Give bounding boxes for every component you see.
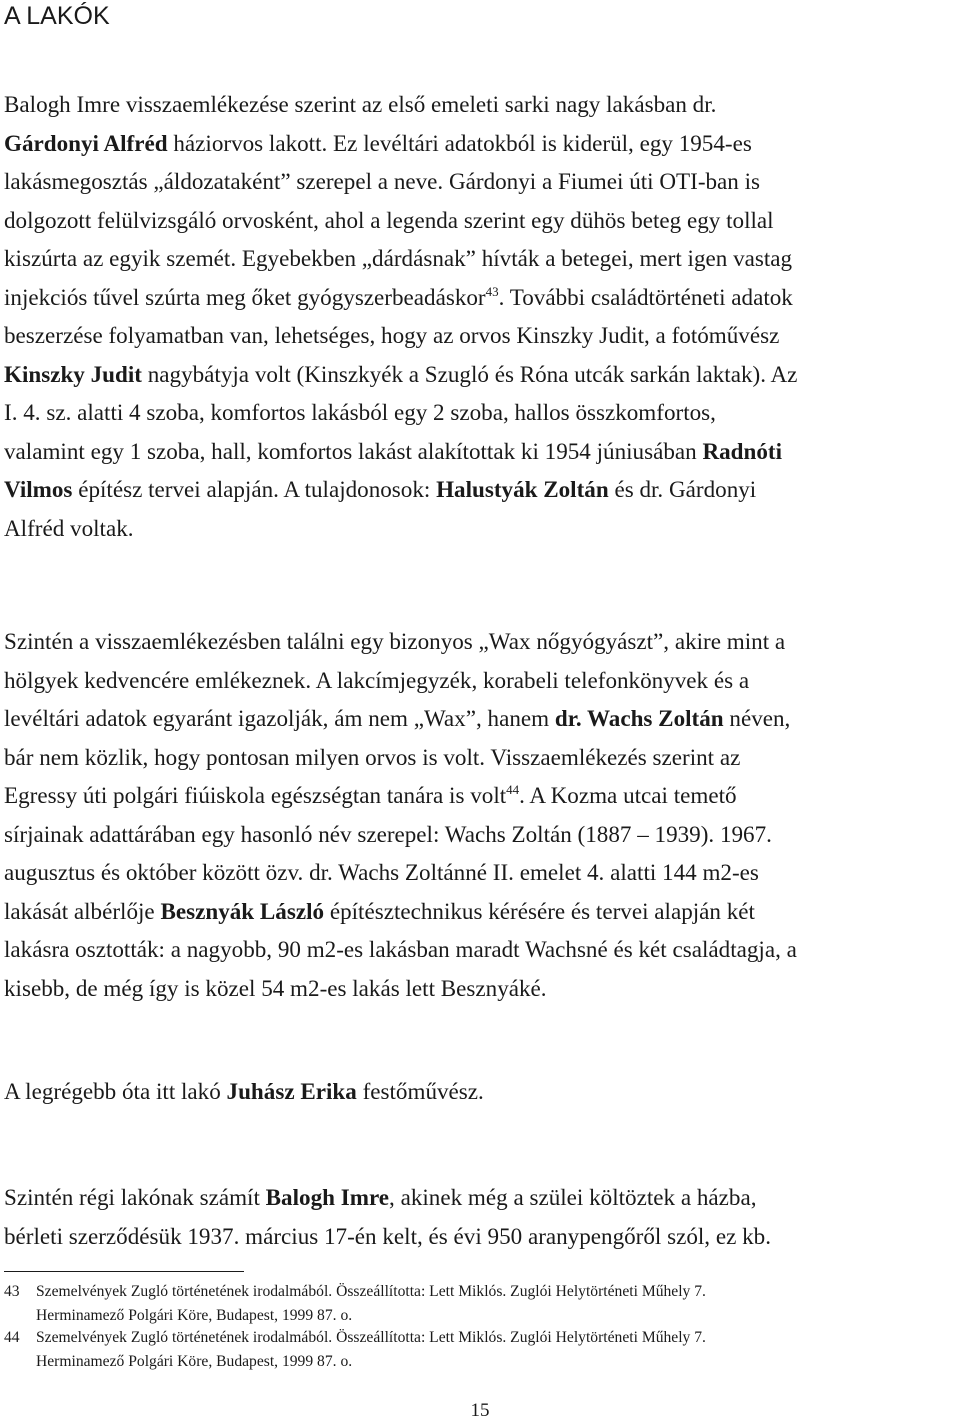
- footnote-text: [36, 1280, 706, 1327]
- text-run: lakását albérlője: [4, 897, 161, 924]
- text-line: [4, 470, 958, 509]
- footnote-line: Herminamező Polgári Köre, Budapest, 1999 87. o.: [36, 1352, 353, 1370]
- person-name: Halustyák Zoltán: [436, 476, 609, 502]
- text-line: dolgozott felülvizsgáló orvosként, ahol a legenda szerint egy dühös beteg egy tollal: [4, 206, 774, 233]
- footnote-ref-43[interactable]: 43: [485, 283, 499, 299]
- footnote-line: Szemelvények Zugló történetének irodalmából. Összeállította: Lett Miklós. Zuglói Helytörténeti Műhely 7.: [36, 1283, 706, 1300]
- text-line: Balogh Imre visszaemlékezése szerint az első emeleti sarki nagy lakásban dr.: [4, 91, 717, 117]
- footnote-ref-44[interactable]: 44: [506, 782, 520, 797]
- text-line: beszerzése folyamatban van, lehetséges, hogy az orvos Kinszky Judit, a fotóművész: [4, 322, 780, 348]
- person-name: Radnóti: [702, 437, 783, 464]
- text-run: festőművész.: [356, 1078, 484, 1104]
- text-line: [4, 699, 958, 738]
- person-name: dr. Wachs Zoltán: [554, 705, 724, 731]
- text-line: [4, 892, 958, 931]
- text-line: [4, 278, 958, 317]
- text-line: [4, 355, 958, 394]
- paragraph-wachs: [4, 622, 958, 1007]
- text-run: építésztechnikus kérésére és tervei alapján két: [324, 897, 755, 924]
- footnote-line: Herminamező Polgári Köre, Budapest, 1999 87. o.: [36, 1306, 353, 1324]
- text-line: lakásra osztották: a nagyobb, 90 m2-es lakásban maradt Wachsné és két családtagja, a: [4, 936, 797, 962]
- text-line: [4, 432, 958, 471]
- paragraph-balogh: [4, 1178, 958, 1255]
- text-line: hölgyek kedvencére emlékeznek. A lakcímjegyzék, korabeli telefonkönyvek és a: [4, 666, 750, 693]
- text-run: injekciós tűvel szúrta meg őket gyógyszerbeadáskor: [4, 283, 486, 310]
- text-line: Szintén a visszaemlékezésben találni egy bizonyos „Wax nőgyógyászt”, akire mint a: [4, 628, 786, 654]
- footnote-number: 44: [4, 1329, 20, 1346]
- text-run: Szintén régi lakónak számít: [4, 1184, 266, 1210]
- text-line: Alfréd voltak.: [4, 514, 134, 541]
- text-line: [4, 1072, 958, 1111]
- text-line: kisebb, de még így is közel 54 m2-es lakás lett Besznyáké.: [4, 974, 547, 1001]
- text-line: kiszúrta az egyik szemét. Egyebekben „dárdásnak” hívták a betegei, mert igen vastag: [4, 245, 793, 271]
- text-run: . További családtörténeti adatok: [498, 283, 793, 310]
- footnote-line: Szemelvények Zugló történetének irodalmából. Összeállította: Lett Miklós. Zuglói Helytörténeti Műhely 7.: [36, 1329, 706, 1346]
- text-line: augusztus és október között özv. dr. Wachs Zoltánné II. emelet 4. alatti 144 m2-es: [4, 859, 759, 885]
- text-line: [4, 124, 958, 163]
- person-name: Kinszky Judit: [4, 360, 142, 387]
- text-line: bár nem közlik, hogy pontosan milyen orvos is volt. Visszaemlékezés szerint az: [4, 743, 741, 770]
- footnote-separator: [4, 1271, 244, 1272]
- person-name: Juhász Erika: [226, 1078, 357, 1104]
- text-run: háziorvos lakott. Ez levéltári adatokból is kiderül, egy 1954-es: [167, 129, 752, 156]
- text-run: A legrégebb óta itt lakó: [4, 1078, 227, 1104]
- page-number: 15: [470, 1400, 490, 1421]
- text-run: , akinek még a szülei költöztek a házba,: [389, 1184, 757, 1210]
- text-run: építész tervei alapján. A tulajdonosok:: [72, 476, 437, 502]
- text-run: levéltári adatok egyaránt igazolják, ám nem „Wax”, hanem: [4, 705, 555, 731]
- person-name: Balogh Imre: [265, 1184, 390, 1210]
- text-line: I. 4. sz. alatti 4 szoba, komfortos lakásból egy 2 szoba, hallos összkomfortos,: [4, 399, 716, 425]
- section-heading: A LAKÓK: [4, 2, 110, 30]
- text-line: lakásmegosztás „áldozataként” szerepel a neve. Gárdonyi a Fiumei úti OTI-ban is: [4, 168, 761, 194]
- footnote-text: [36, 1326, 706, 1373]
- footnote-number: 43: [4, 1283, 20, 1300]
- text-line: [4, 776, 958, 815]
- text-run: Egressy úti polgári fiúiskola egészségtan tanára is volt: [4, 782, 507, 808]
- text-run: és dr. Gárdonyi: [608, 476, 757, 502]
- person-name: Besznyák László: [160, 897, 325, 924]
- person-name: Vilmos: [4, 476, 73, 502]
- text-run: nagybátyja volt (Kinszkyék a Szugló és Róna utcák sarkán laktak). Az: [141, 360, 798, 387]
- person-name: Gárdonyi Alfréd: [4, 129, 168, 156]
- text-line: [4, 1178, 958, 1217]
- text-run: néven,: [723, 705, 791, 731]
- text-run: . A Kozma utcai temető: [519, 782, 737, 808]
- text-line: sírjainak adattárában egy hasonló név szerepel: Wachs Zoltán (1887 – 1939). 1967.: [4, 820, 772, 847]
- text-run: valamint egy 1 szoba, hall, komfortos lakást alakítottak ki 1954 júniusában: [4, 437, 703, 464]
- paragraph-juhasz: [4, 1072, 958, 1111]
- text-line: bérleti szerződésük 1937. március 17-én kelt, és évi 950 aranypengőről szól, ez kb.: [4, 1222, 771, 1249]
- paragraph-gardonyi: [4, 85, 958, 547]
